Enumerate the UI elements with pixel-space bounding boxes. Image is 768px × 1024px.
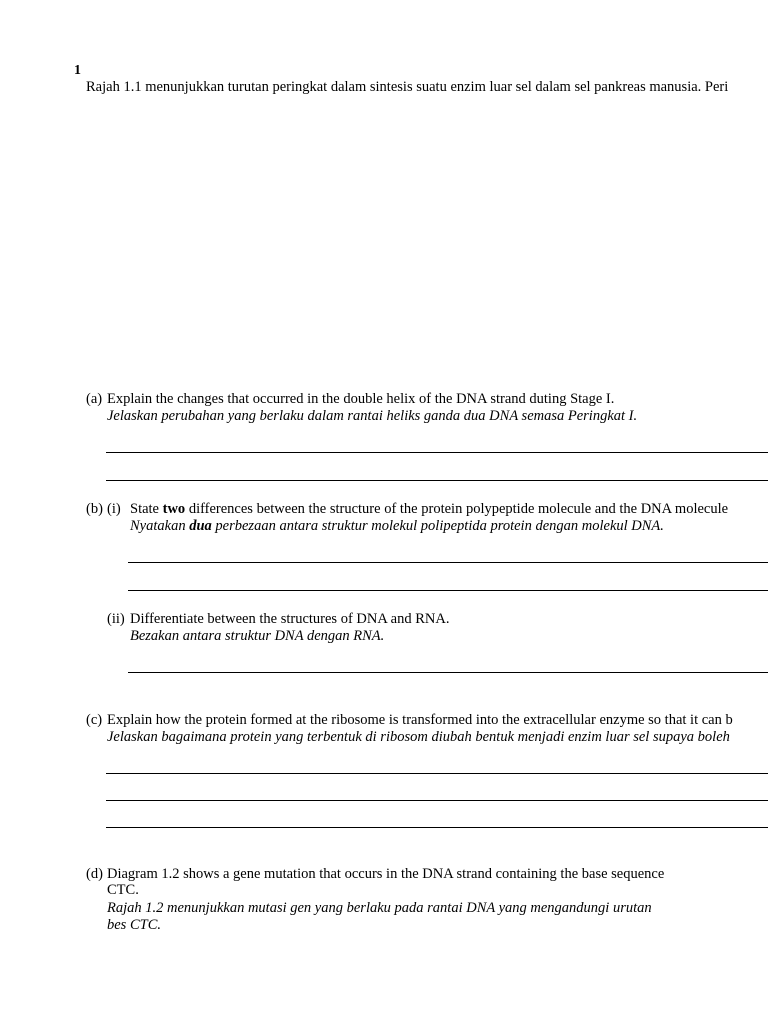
part-b-i-label: (i)	[107, 501, 121, 517]
part-d-english-2: CTC.	[107, 882, 139, 898]
diagram-placeholder	[86, 100, 686, 380]
question-number: 1	[74, 63, 81, 78]
question-intro: Rajah 1.1 menunjukkan turutan peringkat dalam sintesis suatu enzim luar sel dalam sel pankreas manusia. Peri	[86, 79, 729, 95]
part-b-i-malay: Nyatakan dua perbezaan antara struktur molekul polipeptida protein dengan molekul DNA.	[130, 518, 664, 534]
part-b-ii-label: (ii)	[107, 611, 125, 627]
answer-line-a1[interactable]	[106, 452, 768, 453]
part-d-english-1: Diagram 1.2 shows a gene mutation that occurs in the DNA strand containing the base sequence	[107, 866, 665, 882]
part-c-english: Explain how the protein formed at the ribosome is transformed into the extracellular enzyme so that it can b	[107, 712, 733, 728]
part-c-label: (c)	[86, 712, 103, 728]
part-a-malay: Jelaskan perubahan yang berlaku dalam rantai heliks ganda dua DNA semasa Peringkat I.	[107, 408, 638, 424]
part-b-ii-malay: Bezakan antara struktur DNA dengan RNA.	[130, 628, 385, 644]
answer-line-c2[interactable]	[106, 800, 768, 801]
answer-line-a2[interactable]	[106, 480, 768, 481]
part-b-ii-english: Differentiate between the structures of DNA and RNA.	[130, 611, 450, 627]
part-d-malay-2: bes CTC.	[107, 917, 161, 933]
part-c-malay: Jelaskan bagaimana protein yang terbentuk di ribosom diubah bentuk menjadi enzim luar sel supaya boleh	[107, 729, 730, 745]
answer-line-bi2[interactable]	[128, 590, 768, 591]
part-d-label: (d)	[86, 866, 103, 882]
answer-line-c3[interactable]	[106, 827, 768, 828]
part-d-malay-1: Rajah 1.2 menunjukkan mutasi gen yang berlaku pada rantai DNA yang mengandungi urutan	[107, 900, 652, 916]
part-b-label: (b)	[86, 501, 103, 517]
part-a-label: (a)	[86, 391, 103, 407]
part-b-i-english: State two differences between the structure of the protein polypeptide molecule and the DNA molecule	[130, 501, 729, 517]
part-a-english: Explain the changes that occurred in the double helix of the DNA strand duting Stage I.	[107, 391, 615, 407]
answer-line-c1[interactable]	[106, 773, 768, 774]
answer-line-bi1[interactable]	[128, 562, 768, 563]
answer-line-bii1[interactable]	[128, 672, 768, 673]
